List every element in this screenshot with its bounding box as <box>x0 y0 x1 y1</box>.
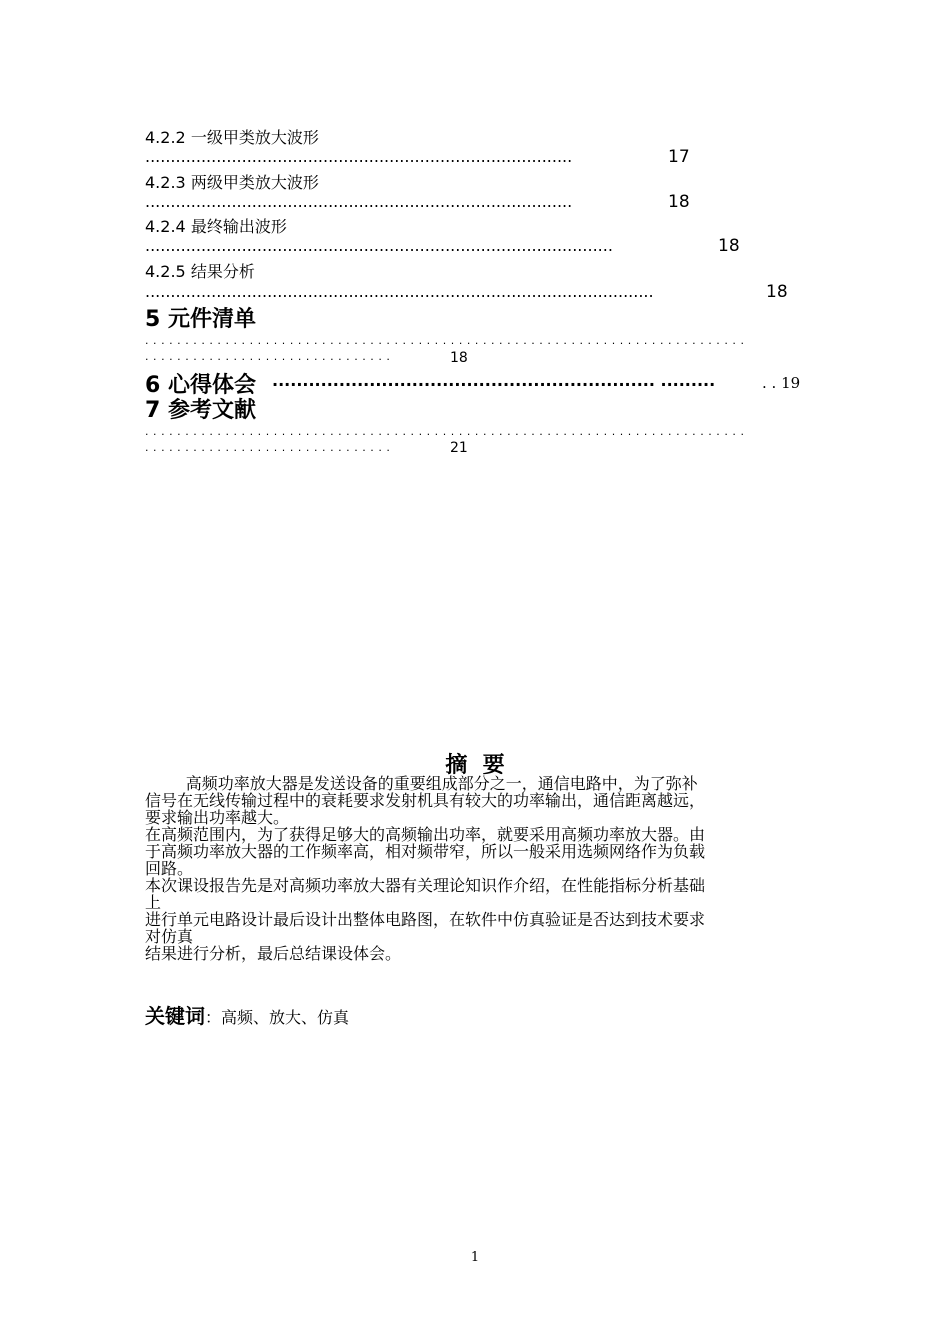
abstract-line: 本次课设报告先是对高频功率放大器有关理论知识作介绍，在性能指标分析基础 <box>145 876 706 895</box>
abstract-line: 对仿真 <box>145 927 194 946</box>
toc-entry-title: 最终输出波形 <box>190 217 287 236</box>
toc-entry-number: 4.2.2 <box>145 128 186 147</box>
abstract-heading: 摘 要 <box>445 753 505 778</box>
toc-entry-number: 4.2.4 <box>145 217 186 236</box>
abstract-line: 高频功率放大器是发送设备的重要组成部分之一，通信电路中，为了弥补 <box>145 774 698 793</box>
toc-section-page: . . 19 <box>762 374 801 392</box>
toc-leader-dots: .................................................................................... <box>145 147 573 166</box>
page-number: 1 <box>470 1250 480 1265</box>
abstract-line: 结果进行分析，最后总结课设体会。 <box>145 944 402 963</box>
toc-section-title: 7 参考文献 <box>145 398 256 423</box>
abstract-line: 信号在无线传输过程中的衰耗要求发射机具有较大的功率输出，通信距离越远， <box>145 791 706 810</box>
toc-leader-dots: .................................................................................................... <box>145 282 654 301</box>
toc-entry-page: 18 <box>668 192 690 212</box>
abstract-line: 回路。 <box>145 859 194 878</box>
toc-entry-title: 结果分析 <box>190 262 255 281</box>
toc-leader-dots: ............................................................... ......... <box>272 371 716 390</box>
abstract-line: 要求输出功率越大。 <box>145 808 290 827</box>
keywords-label: 关键词 <box>145 1004 205 1028</box>
keywords-value: ：高频、放大、仿真 <box>205 1008 350 1027</box>
toc-entry-page: 17 <box>668 147 690 167</box>
toc-entry-title: 一级甲类放大波形 <box>190 128 319 147</box>
abstract-line: 于高频功率放大器的工作频率高，相对频带窄，所以一般采用选频网络作为负载 <box>145 842 706 861</box>
keywords <box>145 1000 349 1029</box>
toc-leader-dots: ........................................................................... <box>145 425 749 438</box>
toc-entry-title: 两级甲类放大波形 <box>190 173 319 192</box>
abstract-line: 上 <box>145 893 162 912</box>
toc-section-title: 6 心得体会 <box>145 373 256 398</box>
toc-leader-dots: .................................................................................... <box>145 192 573 211</box>
toc-section-title: 5 元件清单 <box>145 307 256 332</box>
abstract-line: 在高频范围内，为了获得足够大的高频输出功率，就要采用高频功率放大器。由 <box>145 825 706 844</box>
abstract-line: 进行单元电路设计最后设计出整体电路图，在软件中仿真验证是否达到技术要求 <box>145 910 706 929</box>
toc-section-page: 18 <box>450 350 468 366</box>
toc-entry-page: 18 <box>766 282 788 302</box>
toc-leader-dots: ........................................................................... <box>145 334 749 347</box>
abstract-body <box>145 775 705 962</box>
toc-entry-page: 18 <box>718 236 740 256</box>
toc-entry-number: 4.2.3 <box>145 173 186 192</box>
toc-section-page: 21 <box>450 440 468 456</box>
toc-leader-dots: ............................... <box>145 350 395 363</box>
toc-leader-dots: ............................................................................................ <box>145 236 613 255</box>
toc-entry-number: 4.2.5 <box>145 262 186 281</box>
toc-leader-dots: ............................... <box>145 441 395 454</box>
